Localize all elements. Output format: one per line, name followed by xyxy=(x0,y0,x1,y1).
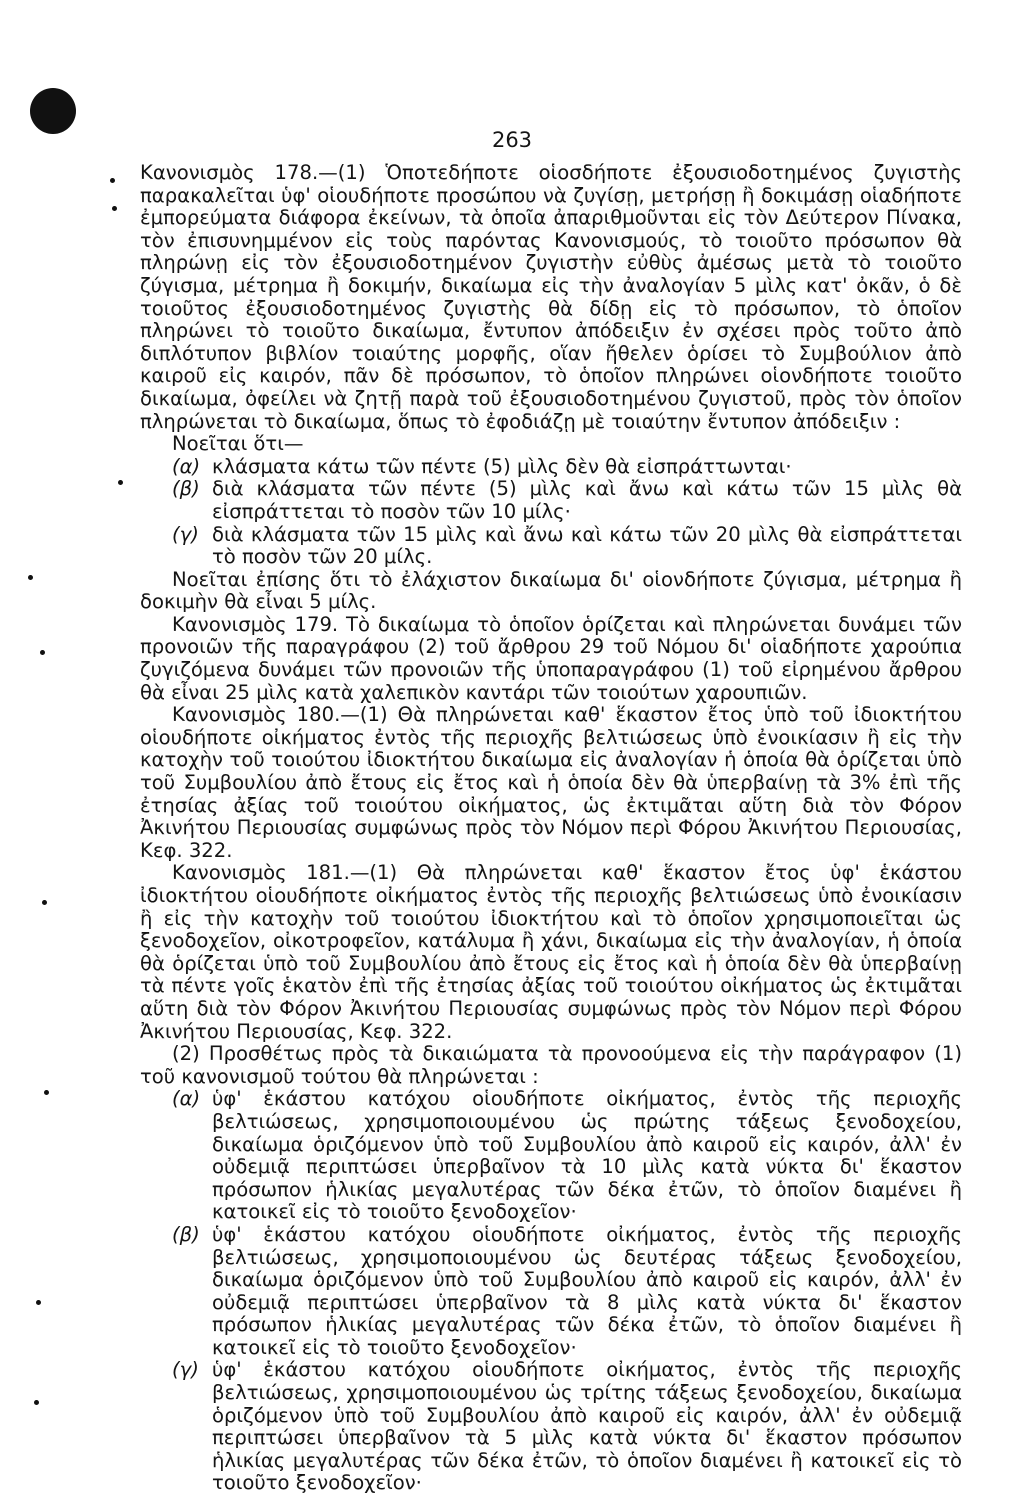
list-item-label: (γ) xyxy=(172,522,199,546)
list-item-label: (β) xyxy=(172,477,200,501)
regulation-178-paragraph: Κανονισμὸς 178.—(1) Ὁποτεδήποτε οἱοσδήποτε ἐξουσιοδοτημένος ζυγιστὴς παρακαλεῖται ὑφ' οἱουδήποτε προσώπου νὰ ζυγίσῃ, μετρήσῃ ἢ δοκιμάσῃ οἱαδήποτε ἐμπορεύματα διάφορα ἐκείνων, τὰ ὁποῖα ἀπαριθμοῦνται εἰς τὸν Δεύτερον Πίνακα, τὸν ἐπισυνημμένον εἰς τοὺς παρόντας Κανονισμούς, τὸ τοιοῦτο πρόσωπον θὰ πληρώνῃ εἰς τὸν ἐξουσιοδοτημένον ζυγιστὴν εὐθὺς ἀμέσως μετὰ τὸ τοιοῦτο ζύγισμα, μέτρημα ἢ δοκιμήν, δικαίωμα εἰς τὴν ἀναλογίαν 5 μὶλς κατ' ὀκᾶν, ὁ δὲ τοιοῦτος ἐξουσιοδοτημένος ζυγιστὴς θὰ δίδῃ εἰς τὸ πρόσωπον, τὸ ὁποῖον πληρώνει τὸ τοιοῦτο δικαίωμα, ἔντυπον ἀπόδειξιν ἐν σχέσει πρὸς τοῦτο ἀπὸ διπλότυπον βιβλίον τοιαύτης μορφῆς, οἵαν ἤθελεν ὁρίσει τὸ Συμβούλιον ἀπὸ καιροῦ εἰς καιρόν, πᾶν δὲ πρόσωπον, τὸ ὁποῖον πληρώνει οἱονδήποτε τοιοῦτο δικαίωμα, ὀφείλει νὰ ζητῇ παρὰ τοῦ ἐξουσιοδοτημένου ζυγιστοῦ, πρὸς τὸν ὁποῖον πληρώνεται τὸ δικαίωμα, ὅπως τὸ ἐφοδιάζῃ μὲ τοιαύτην ἔντυπον ἀπόδειξιν : xyxy=(140,161,962,433)
scan-speck xyxy=(28,575,33,580)
list-item-text: ὑφ' ἑκάστου κατόχου οἱουδήποτε οἰκήματος, ἐντὸς τῆς περιοχῆς βελτιώσεως, χρησιμοποιουμένου ὡς πρώτης τάξεως ξενοδοχείου, δικαίωμα ὁριζόμενον ὑπὸ τοῦ Συμβουλίου ἀπὸ καιροῦ εἰς καιρόν, ἀλλ' ἐν οὐδεμιᾷ περιπτώσει ὑπερβαῖνον τὰ 10 μὶλς κατὰ νύκτα δι' ἕκαστον πρόσωπον ἡλικίας μεγαλυτέρας τῶν δέκα ἐτῶν, τὸ ὁποῖον διαμένει ἢ κατοικεῖ εἰς τὸ τοιοῦτο ξενοδοχεῖον· xyxy=(212,1087,962,1224)
regulation-178-list xyxy=(140,456,962,569)
list-item xyxy=(140,478,962,523)
list-item-label: (γ) xyxy=(172,1358,199,1382)
list-item xyxy=(140,1088,962,1224)
scan-speck xyxy=(110,178,115,183)
proviso-heading: Νοεῖται ὅτι— xyxy=(172,432,304,456)
scan-speck xyxy=(36,1300,41,1305)
list-item-label: (α) xyxy=(172,1087,201,1111)
list-item-text: ὑφ' ἑκάστου κατόχου οἱουδήποτε οἰκήματος, ἐντὸς τῆς περιοχῆς βελτιώσεως, χρησιμοποιουμένου ὡς τρίτης τάξεως ξενοδοχείου, δικαίωμα ὁριζόμενον ὑπὸ τοῦ Συμβουλίου ἀπὸ καιροῦ εἰς καιρόν, ἀλλ' ἐν οὐδεμιᾷ περιπτώσει ὑπερβαῖνον τὰ 5 μὶλς κατὰ νύκτα δι' ἕκαστον πρόσωπον ἡλικίας μεγαλυτέρας τῶν δέκα ἐτῶν, τὸ ὁποῖον διαμένει ἢ κατοικεῖ εἰς τὸ τοιοῦτο ξενοδοχεῖον· xyxy=(212,1358,962,1495)
scan-speck xyxy=(112,206,117,211)
list-item-text: κλάσματα κάτω τῶν πέντε (5) μὶλς δὲν θὰ εἰσπράττωνται· xyxy=(212,454,792,478)
list-item xyxy=(140,456,962,479)
regulation-181-subsection-2: (2) Προσθέτως πρὸς τὰ δικαιώματα τὰ προνοούμενα εἰς τὴν παράγραφον (1) τοῦ κανονισμοῦ τούτου θὰ πληρώνεται : xyxy=(140,1042,962,1088)
regulation-180-paragraph: Κανονισμὸς 180.—(1) Θὰ πληρώνεται καθ' ἕκαστον ἔτος ὑπὸ τοῦ ἰδιοκτήτου οἱουδήποτε οἰκήματος ἐντὸς τῆς περιοχῆς βελτιώσεως ὑπὸ ἐνοικίασιν ἢ εἰς τὴν κατοχὴν τοῦ τοιούτου ἰδιοκτήτου δικαίωμα εἰς ἀναλογίαν ἡ ὁποία θὰ ὁρίζεται ὑπὸ τοῦ Συμβουλίου ἀπὸ ἔτους εἰς ἔτος καὶ ἡ ὁποία δὲν θὰ ὑπερβαίνῃ τὰ 3% ἐπὶ τῆς ἐτησίας ἀξίας τοῦ τοιούτου οἰκήματος, ὡς ἐκτιμᾶται αὕτη διὰ τὸν Φόρον Ἀκινήτου Περιουσίας συμφώνως πρὸς τὸν Νόμον περὶ Φόρου Ἀκινήτου Περιουσίας, Κεφ. 322. xyxy=(140,703,962,862)
list-item xyxy=(140,1224,962,1360)
scan-speck xyxy=(118,480,123,485)
list-item-text: διὰ κλάσματα τῶν 15 μὶλς καὶ ἄνω καὶ κάτω τῶν 20 μὶλς θὰ εἰσπράττεται τὸ ποσὸν τῶν 20 μίλς. xyxy=(212,522,962,569)
list-item xyxy=(140,524,962,569)
list-item xyxy=(140,1359,962,1495)
list-item-text: ὑφ' ἑκάστου κατόχου οἱουδήποτε οἰκήματος, ἐντὸς τῆς περιοχῆς βελτιώσεως, χρησιμοποιουμένου ὡς δευτέρας τάξεως ξενοδοχείου, δικαίωμα ὁριζόμενον ὑπὸ τοῦ Συμβουλίου ἀπὸ καιροῦ εἰς καιρόν, ἀλλ' ἐν οὐδεμιᾷ περιπτώσει ὑπερβαῖνον τὰ 8 μὶλς κατὰ νύκτα δι' ἕκαστον πρόσωπον ἡλικίας μεγαλυτέρας τῶν δέκα ἐτῶν, τὸ ὁποῖον διαμένει ἢ κατοικεῖ εἰς τὸ τοιοῦτο ξενοδοχεῖον· xyxy=(212,1222,962,1359)
scan-speck xyxy=(44,1090,49,1095)
list-item-text: διὰ κλάσματα τῶν πέντε (5) μὶλς καὶ ἄνω καὶ κάτω τῶν 15 μὶλς θὰ εἰσπράττεται τὸ ποσὸν τῶν 10 μίλς· xyxy=(212,477,962,523)
list-item-label: (β) xyxy=(172,1222,200,1246)
regulation-181-list xyxy=(140,1088,962,1495)
list-item-label: (α) xyxy=(172,454,201,478)
document-body xyxy=(140,162,962,1495)
scan-speck xyxy=(40,650,45,655)
regulation-181-paragraph: Κανονισμὸς 181.—(1) Θὰ πληρώνεται καθ' ἕκαστον ἔτος ὑφ' ἑκάστου ἰδιοκτήτου οἱουδήποτε οἰκήματος ἐντὸς τῆς περιοχῆς βελτιώσεως ὑπὸ ἐνοικίασιν ἢ εἰς τὴν κατοχὴν τοῦ τοιούτου ἰδιοκτήτου καὶ τὸ ὁποῖον χρησιμοποιεῖται ὡς ξενοδοχεῖον, οἰκοτροφεῖον, κατάλυμα ἢ χάνι, δικαίωμα εἰς τὴν ἀναλογίαν, ἡ ὁποία θὰ ὁρίζεται ὑπὸ τοῦ Συμβουλίου ἀπὸ ἔτους εἰς ἔτος καὶ ἡ ὁποία δὲν θὰ ὑπερβαίνῃ τὰ πέντε γοῖς ἑκατὸν ἐπὶ τῆς ἐτησίας ἀξίας τοῦ τοιούτου οἰκήματος ὡς ἐκτιμᾶται αὕτη διὰ τὸν Φόρον Ἀκινήτου Περιουσίας συμφώνως πρὸς τὸν Νόμον περὶ Φόρου Ἀκινήτου Περιουσίας, Κεφ. 322. xyxy=(140,861,962,1043)
minimum-fee-paragraph: Νοεῖται ἐπίσης ὅτι τὸ ἐλάχιστον δικαίωμα δι' οἱονδήποτε ζύγισμα, μέτρημα ἢ δοκιμὴν θὰ εἶναι 5 μίλς. xyxy=(140,567,962,614)
page-number: 263 xyxy=(491,128,533,152)
regulation-179-paragraph: Κανονισμὸς 179. Τὸ δικαίωμα τὸ ὁποῖον ὁρίζεται καὶ πληρώνεται δυνάμει τῶν προνοιῶν τῆς παραγράφου (2) τοῦ ἄρθρου 29 τοῦ Νόμου δι' οἱαδήποτε χαρούπια ζυγιζόμενα δυνάμει τῶν προνοιῶν τῆς ὑποπαραγράφου (1) τοῦ εἰρημένου ἄρθρου θὰ εἶναι 25 μὶλς κατὰ χαλεπικὸν καντάρι τῶν τοιούτων χαρουπιῶν. xyxy=(140,612,962,704)
scan-speck xyxy=(34,1400,39,1405)
scan-speck xyxy=(42,900,47,905)
